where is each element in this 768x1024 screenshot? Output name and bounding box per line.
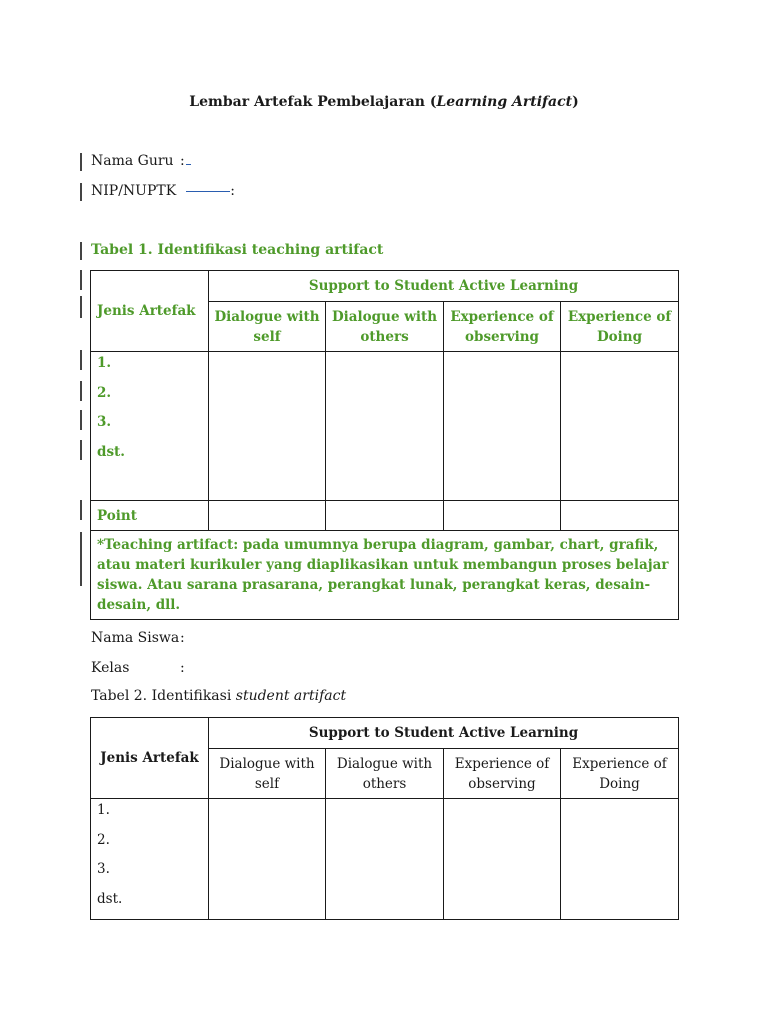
- point-cell[interactable]: [326, 501, 444, 531]
- margin-bar: [80, 296, 82, 318]
- margin-bar: [80, 270, 82, 290]
- table2-caption: Tabel 2. Identifikasi student artifact: [91, 688, 347, 704]
- point-label: Point: [91, 501, 209, 531]
- title-italic: Learning Artifact: [436, 94, 573, 110]
- nama-siswa-colon: :: [180, 630, 185, 646]
- kelas-label: Kelas: [91, 660, 130, 676]
- list-item: dst.: [97, 890, 123, 907]
- teaching-artifact-note: *Teaching artifact: pada umumnya berupa diagram, gambar, chart, grafik, atau materi kurikuler yang diaplikasikan untuk membangun proses belajar siswa. Atau sarana prasarana, perangkat lunak, perangkat keras, desain-desain, dll.: [91, 531, 679, 620]
- teaching-artifact-table: [90, 270, 679, 620]
- margin-bar: [80, 440, 82, 460]
- margin-bar: [80, 532, 82, 586]
- input-cell[interactable]: [209, 799, 326, 920]
- margin-bar: [80, 381, 82, 401]
- input-cell[interactable]: [561, 799, 679, 920]
- list-item: 2.: [97, 831, 110, 848]
- nama-siswa-row: [91, 630, 185, 646]
- nama-guru-colon: :: [180, 153, 191, 169]
- support-header: Support to Student Active Learning: [209, 718, 679, 749]
- title-text: Lembar Artefak Pembelajaran (: [189, 94, 437, 110]
- col-experience-doing: Experience of Doing: [561, 749, 679, 799]
- kelas-colon: :: [180, 660, 185, 676]
- point-cell[interactable]: [561, 501, 679, 531]
- margin-bar: [80, 153, 82, 171]
- point-cell[interactable]: [444, 501, 561, 531]
- nama-guru-row: [91, 153, 185, 169]
- jenis-artefak-header: Jenis Artefak: [91, 271, 209, 352]
- page-title: [0, 94, 768, 110]
- input-cell[interactable]: [561, 352, 679, 501]
- col-experience-observing: Experience of observing: [444, 749, 561, 799]
- table1-caption: Tabel 1. Identifikasi teaching artifact: [91, 242, 384, 258]
- margin-bar: [80, 350, 82, 370]
- margin-bar: [80, 183, 82, 201]
- nip-input-line[interactable]: [186, 191, 230, 192]
- col-experience-doing: Experience of Doing: [561, 302, 679, 352]
- title-close: ): [572, 94, 579, 110]
- col-dialogue-others: Dialogue with others: [326, 749, 444, 799]
- col-dialogue-others: Dialogue with others: [326, 302, 444, 352]
- list-item: 2.: [97, 384, 112, 401]
- nip-label: NIP/NUPTK: [91, 183, 177, 199]
- input-cell[interactable]: [209, 352, 326, 501]
- list-item: 3.: [97, 861, 110, 877]
- jenis-artefak-header: Jenis Artefak: [91, 718, 209, 799]
- list-item: 1.: [97, 355, 112, 371]
- margin-bar: [80, 242, 82, 260]
- nama-siswa-label: Nama Siswa: [91, 630, 180, 646]
- margin-bar: [80, 410, 82, 430]
- input-cell[interactable]: [444, 352, 561, 501]
- support-header: Support to Student Active Learning: [209, 271, 679, 302]
- nip-row: [91, 183, 235, 199]
- input-cell[interactable]: [326, 352, 444, 501]
- nip-colon: :: [230, 183, 235, 199]
- input-cell[interactable]: [326, 799, 444, 920]
- input-cell[interactable]: [444, 799, 561, 920]
- list-item: 3.: [97, 414, 112, 430]
- student-artifact-table: [90, 717, 679, 920]
- kelas-row: [91, 660, 185, 676]
- point-cell[interactable]: [209, 501, 326, 531]
- col-dialogue-self: Dialogue with self: [209, 302, 326, 352]
- col-experience-observing: Experience of observing: [444, 302, 561, 352]
- items-cell: [91, 352, 209, 501]
- list-item: 1.: [97, 802, 110, 818]
- items-cell: [91, 799, 209, 920]
- col-dialogue-self: Dialogue with self: [209, 749, 326, 799]
- margin-bar: [80, 500, 82, 520]
- nama-guru-label: Nama Guru: [91, 153, 174, 169]
- list-item: dst.: [97, 443, 125, 460]
